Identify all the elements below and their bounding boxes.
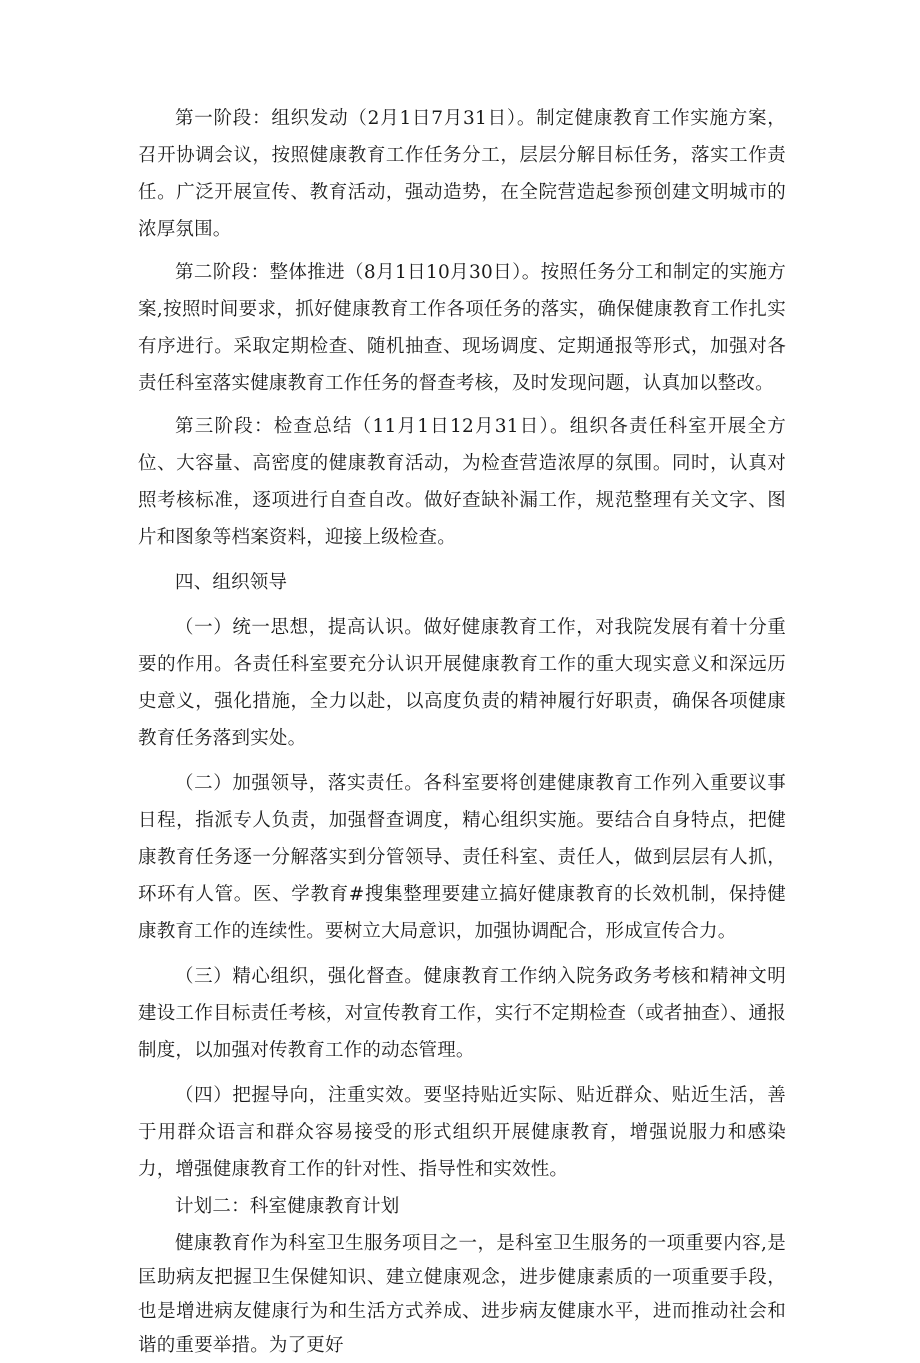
paragraph-stage-three: 第三阶段：检查总结（11月1日12月31日）。组织各责任科室开展全方位、大容量、高密度的健康教育活动，为检查营造浓厚的氛围。同时，认真对照考核标准，逐项进行自查自改。做好查缺补漏工作，规范整理有关文字、图片和图象等档案资料，迎接上级检查。 [138,416,786,548]
document-page [138,100,786,1363]
paragraph-item-three: （三）精心组织，强化督查。健康教育工作纳入院务政务考核和精神文明建设工作目标责任考核，对宣传教育工作，实行不定期检查（或者抽查）、通报制度，以加强对传教育工作的动态管理。 [138,966,786,1061]
section-heading: 四、组织领导 [175,572,288,593]
paragraph-item-four: （四）把握导向，注重实效。要坚持贴近实际、贴近群众、贴近生活，善于用群众语言和群众容易接受的形式组织开展健康教育，增强说服力和感染力，增强健康教育工作的针对性、指导性和实效性。 [138,1085,786,1180]
paragraph-stage-one: 第一阶段：组织发动（2月1日7月31日）。制定健康教育工作实施方案，召开协调会议，按照健康教育工作任务分工，层层分解目标任务，落实工作责任。广泛开展宣传、教育活动，强动造势，在全院营造起参预创建文明城市的浓厚氛围。 [138,108,786,240]
paragraph-item-one: （一）统一思想，提高认识。做好健康教育工作，对我院发展有着十分重要的作用。各责任科室要充分认识开展健康教育工作的重大现实意义和深远历史意义，强化措施，全力以赴，以高度负责的精神履行好职责，确保各项健康教育任务落到实处。 [138,617,786,749]
paragraph-item-two: （二）加强领导，落实责任。各科室要将创建健康教育工作列入重要议事日程，指派专人负责，加强督查调度，精心组织实施。要结合自身特点，把健康教育任务逐一分解落实到分管领导、责任科室、责任人，做到层层有人抓，环环有人管。医、学教育#搜集整理要建立搞好健康教育的长效机制，保持健康教育工作的连续性。要树立大局意识，加强协调配合，形成宣传合力。 [138,773,786,942]
paragraph-plan-intro: 健康教育作为科室卫生服务项目之一，是科室卫生服务的一项重要内容,是匡助病友把握卫生保健知识、建立健康观念，进步健康素质的一项重要手段，也是增进病友健康行为和生活方式养成、进步病友健康水平，进而推动社会和谐的重要举措。为了更好 [138,1233,786,1356]
plan-title: 计划二：科室健康教育计划 [175,1196,400,1217]
paragraph-stage-two: 第二阶段：整体推进（8月1日10月30日）。按照任务分工和制定的实施方案,按照时间要求，抓好健康教育工作各项任务的落实，确保健康教育工作扎实有序进行。采取定期检查、随机抽查、现场调度、定期通报等形式，加强对各责任科室落实健康教育工作任务的督查考核，及时发现问题，认真加以整改。 [138,262,786,394]
